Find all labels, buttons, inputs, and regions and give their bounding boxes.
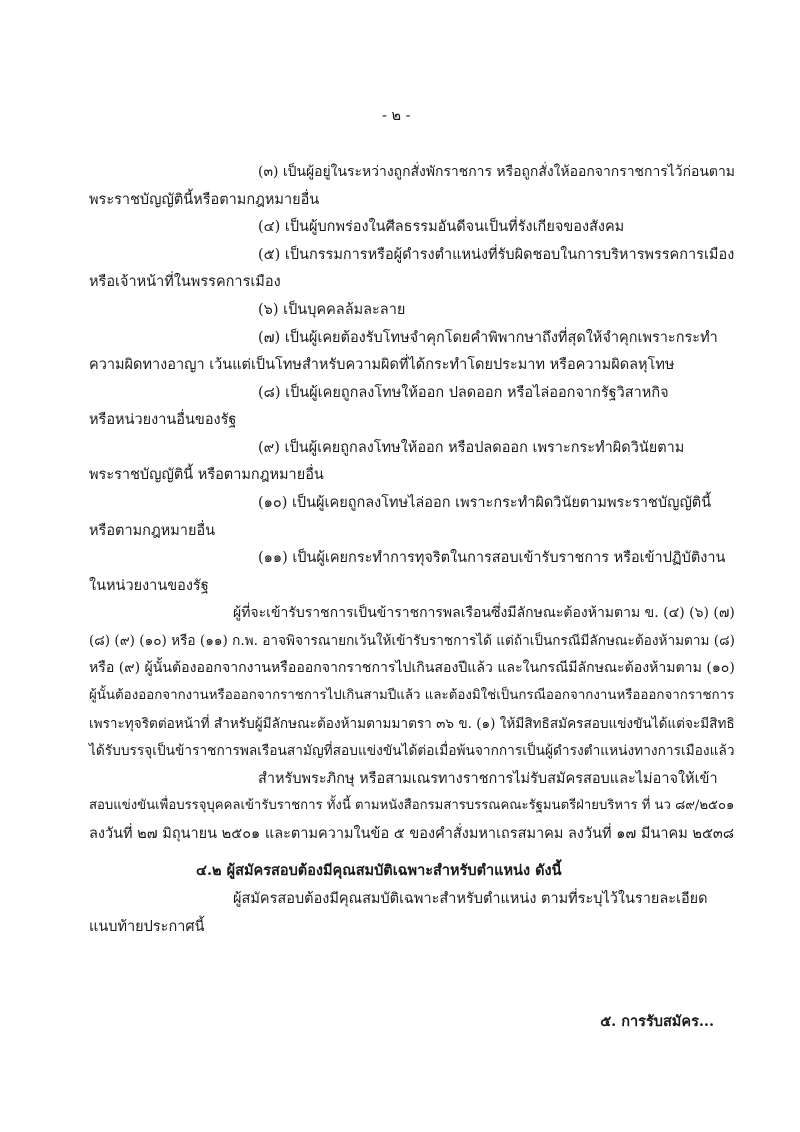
text-line: แนบท้ายประกาศนี้ [89,919,205,935]
next-page-reference: ๕. การรับสมัคร... [600,1013,714,1030]
text-line: (๙) เป็นผู้เคยถูกลงโทษให้ออก หรือปลดออก เพราะกระทำผิดวินัยตาม [258,440,685,456]
text-line: หรือ (๙) ผู้นั้นต้องออกจากงานหรือออกจากราชการไปเกินสองปีแล้ว และในกรณีมีลักษณะต้องห้ามตาม (๑๐) [89,660,735,676]
page-number: - ๒ - [382,108,411,124]
text-line: สอบแข่งขันเพื่อบรรจุบุคคลเข้ารับราชการ ทั้งนี้ ตามหนังสือกรมสารบรรณคณะรัฐมนตรีฝ่ายบริหาร ที่ นว ๘๙/๒๕๐๑ [89,798,735,813]
text-line: (๑๑) เป็นผู้เคยกระทำการทุจริตในการสอบเข้ารับราชการ หรือเข้าปฏิบัติงาน [258,550,726,566]
text-line: (๘) เป็นผู้เคยถูกลงโทษให้ออก ปลดออก หรือไล่ออกจากรัฐวิสาหกิจ [258,385,669,401]
text-line: ลงวันที่ ๒๗ มิถุนายน ๒๕๐๑ และตามความในข้อ ๕ ของคำสั่งมหาเถรสมาคม ลงวันที่ ๑๗ มีนาคม ๒๕๓๘ [89,826,735,842]
text-line: พระราชบัญญัตินี้หรือตามกฎหมายอื่น [89,192,320,208]
text-line: ในหน่วยงานของรัฐ [89,578,209,594]
text-line: (๕) เป็นกรรมการหรือผู้ดำรงตำแหน่งที่รับผิดชอบในการบริหารพรรคการเมือง [258,247,735,263]
text-line: (๑๐) เป็นผู้เคยถูกลงโทษไล่ออก เพราะกระทำผิดวินัยตามพระราชบัญญัตินี้ [258,495,712,511]
text-line: ผู้ที่จะเข้ารับราชการเป็นข้าราชการพลเรือนซึ่งมีลักษณะต้องห้ามตาม ข. (๔) (๖) (๗) [233,605,735,621]
text-line: (๔) เป็นผู้บกพร่องในศีลธรรมอันดีจนเป็นที่รังเกียจของสังคม [258,219,625,235]
text-line: (๖) เป็นบุคคลล้มละลาย [258,302,406,318]
text-line: ได้รับบรรจุเป็นข้าราชการพลเรือนสามัญที่สอบแข่งขันได้ต่อเมื่อพ้นจากการเป็นผู้ดำรงตำแหน่งทางการเมืองแล้ว [89,743,735,759]
text-line: สำหรับพระภิกษุ หรือสามเณรทางราชการไม่รับสมัครสอบและไม่อาจให้เข้า [258,771,718,787]
text-line: ความผิดทางอาญา เว้นแต่เป็นโทษสำหรับความผิดที่ได้กระทำโดยประมาท หรือความผิดลหุโทษ [89,357,675,373]
text-line: เพราะทุจริตต่อหน้าที่ สำหรับผู้มีลักษณะต้องห้ามตามมาตรา ๓๖ ข. (๑) ให้มีสิทธิสมัครสอบแข่งขันได้แต่จะมีสิทธิ [89,716,735,732]
text-line: (๗) เป็นผู้เคยต้องรับโทษจำคุกโดยคำพิพากษาถึงที่สุดให้จำคุกเพราะกระทำ [258,330,718,346]
text-line: พระราชบัญญัตินี้ หรือตามกฎหมายอื่น [89,467,324,483]
text-line: ผู้สมัครสอบต้องมีคุณสมบัติเฉพาะสำหรับตำแหน่ง ตามที่ระบุไว้ในรายละเอียด [233,891,708,907]
text-line: (๘) (๙) (๑๐) หรือ (๑๑) ก.พ. อาจพิจารณายกเว้นให้เข้ารับราชการได้ แต่ถ้าเป็นกรณีมีลักษณะต้องห้ามตาม (๘) [89,633,735,649]
text-line: หรือตามกฎหมายอื่น [89,523,216,539]
text-line: (๓) เป็นผู้อยู่ในระหว่างถูกสั่งพักราชการ หรือถูกสั่งให้ออกจากราชการไว้ก่อนตาม [258,164,735,180]
text-line: หรือเจ้าหน้าที่ในพรรคการเมือง [89,274,281,290]
text-line: หรือหน่วยงานอื่นของรัฐ [89,412,237,428]
text-line: ผู้นั้นต้องออกจากงานหรือออกจากราชการไปเกินสามปีแล้ว และต้องมิใช่เป็นกรณีออกจากงานหรือออกจากราชการ [89,688,735,703]
section-heading: ๔.๒ ผู้สมัครสอบต้องมีคุณสมบัติเฉพาะสำหรับตำแหน่ง ดังนี้ [196,862,562,879]
